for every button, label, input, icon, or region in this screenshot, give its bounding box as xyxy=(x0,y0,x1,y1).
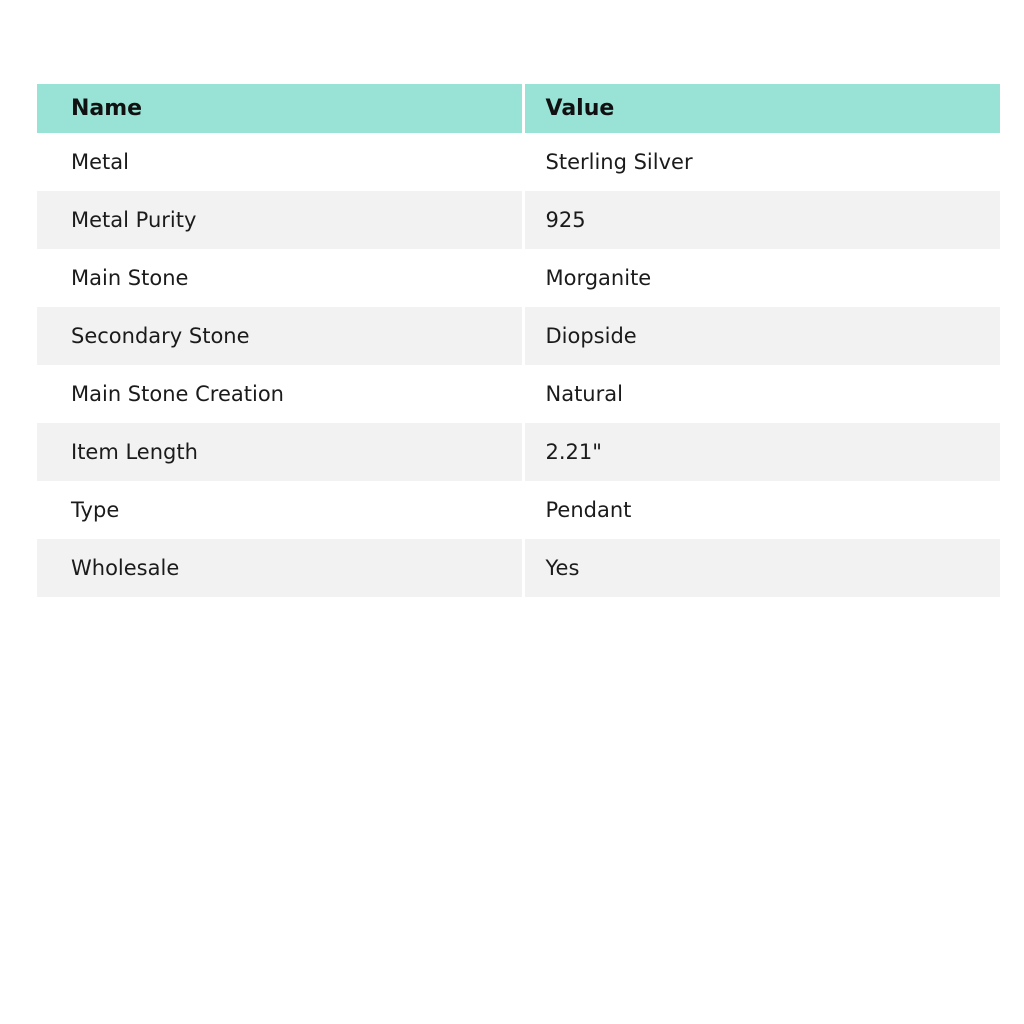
table-row xyxy=(37,191,1000,249)
column-header-name: Name xyxy=(37,84,523,133)
table-row xyxy=(37,539,1000,597)
column-header-value: Value xyxy=(523,84,1000,133)
table-row xyxy=(37,249,1000,307)
table-row xyxy=(37,423,1000,481)
attribute-name-cell: Metal Purity xyxy=(37,191,523,249)
attribute-name-cell: Type xyxy=(37,481,523,539)
attribute-value-cell: 2.21" xyxy=(545,440,602,464)
attribute-value-cell: Sterling Silver xyxy=(545,150,693,174)
attribute-value-cell: Yes xyxy=(545,556,580,580)
attribute-name-cell: Main Stone Creation xyxy=(37,365,523,423)
table-row xyxy=(37,481,1000,539)
attribute-name-cell: Main Stone xyxy=(37,249,523,307)
table-row xyxy=(37,133,1000,191)
attribute-value-cell: Morganite xyxy=(545,266,652,290)
table-row xyxy=(37,307,1000,365)
table-row xyxy=(37,365,1000,423)
attribute-name-cell: Metal xyxy=(37,133,523,191)
attribute-value-cell: Pendant xyxy=(545,498,632,522)
product-attributes-table xyxy=(37,84,1000,597)
table-body xyxy=(37,133,1000,597)
attribute-name-cell: Item Length xyxy=(37,423,523,481)
attribute-value-cell: Natural xyxy=(545,382,623,406)
attribute-value-cell: Diopside xyxy=(545,324,637,348)
attribute-name-cell: Wholesale xyxy=(37,539,523,597)
header-row xyxy=(37,84,1000,133)
attribute-name-cell: Secondary Stone xyxy=(37,307,523,365)
attribute-value-cell: 925 xyxy=(545,208,586,232)
